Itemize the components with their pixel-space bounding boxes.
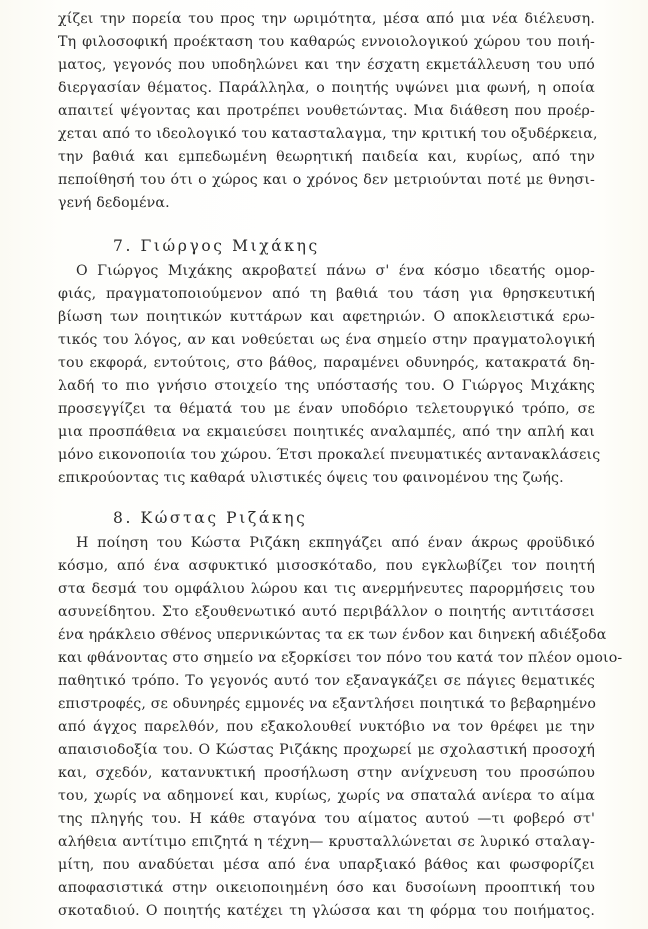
text-line: σκοταδιού. Ο ποιητής κατέχει τη γλώσσα και τη φόρμα του ποιήματος.: [58, 903, 595, 919]
text-line: λαδή το πιο γνήσιο στοιχείο της υπόστασής του. Ο Γιώργος Μιχάκης: [58, 378, 595, 394]
text-line: και φθάνοντας στο σημείο να εξορκίσει τον πόνο του κατά τον πλέον ομοιο-: [58, 650, 623, 666]
text-line: ματος, γεγονός που υποδηλώνει και την έσχατη εκμετάλλευση του υπό: [58, 57, 595, 73]
text-line: ασυνείδητου. Στο εξουθενωτικό αυτό περιβάλλον ο ποιητής αντιτάσσει: [58, 604, 595, 620]
text-line: φιάς, πραγματοποιούμενον από τη βαθιά του τάση για θρησκευτική: [58, 286, 595, 302]
text-line: του, χωρίς να αδημονεί και, κυρίως, χωρίς να σπαταλά ανίερα το αίμα: [58, 788, 595, 804]
text-line: παθητικό τρόπο. Το γεγονός αυτό τον εξαναγκάζει σε πάγιες θεματικές: [58, 673, 595, 689]
text-line: διεργασίαν θέματος. Παράλληλα, ο ποιητής υψώνει μια φωνή, η οποία: [58, 80, 595, 96]
text-line: τικός του λόγος, αν και νοθεύεται ως ένα σημείο στην πραγματολογική: [58, 332, 595, 348]
text-line: χεται από το ιδεολογικό του κατασταλαγμα, την κριτική του οξυδέρκεια,: [58, 126, 598, 142]
section-heading-8: 8. Κώστας Ριζάκης: [113, 509, 308, 527]
text-line: στα δεσμά του ομφάλιου λώρου και τις ανερμήνευτες παρορμήσεις του: [58, 581, 595, 597]
text-line: πεποίθησή του ότι ο χώρος και ο χρόνος δεν μετριούνται ποτέ με θνησι-: [58, 172, 595, 188]
text-line: του εκφορά, εντούτοις, στο βάθος, παραμένει οδυνηρός, κατακρατά δη-: [58, 355, 595, 371]
text-line: μια προσπάθεια να εκμαιεύσει ποιητικές αναλαμπές, από την απλή και: [58, 424, 595, 440]
text-line: μόνο εικονοποιία του χώρου. Έτσι προκαλεί πνευματικές αντανακλάσεις: [58, 447, 601, 463]
text-line: βίωση των ποιητικών κυττάρων και αφετηριών. Ο αποκλειστικά ερω-: [58, 309, 595, 325]
text-line: ένα ηράκλειο σθένος υπερνικώντας τα εκ των ένδον και διηνεκή αδιέξοδα: [58, 627, 607, 643]
text-line: Η ποίηση του Κώστα Ριζάκη εκπηγάζει από έναν άκρως φροϋδικό: [76, 535, 595, 551]
text-line: απαισιοδοξία του. Ο Κώστας Ριζάκης προχωρεί με σχολαστική προσοχή: [58, 742, 595, 758]
text-line: απαιτεί ψέγοντας και προτρέπει νουθετώντας. Μια διάθεση που προέρ-: [58, 103, 595, 119]
text-line: προσεγγίζει τα θέματά του με έναν υποδόριο τελετουργικό τρόπο, σε: [58, 401, 595, 417]
section-heading-7: 7. Γιώργος Μιχάκης: [113, 237, 320, 255]
text-line: μίτη, που αναδύεται μέσα από ένα υπαρξιακό βάθος και φωσφορίζει: [58, 857, 595, 873]
text-line: της πληγής του. Η κάθε σταγόνα του αίματος αυτού —τι φοβερό στ': [58, 811, 595, 827]
text-line: αποφασιστικά στην οικειοποιημένη όσο και δυσοίωνη προοπτική του: [58, 880, 595, 896]
text-line: επικρούοντας τις καθαρά υλιστικές όψεις του φαινομένου της ζωής.: [58, 470, 564, 486]
text-line: και, σχεδόν, κατανυκτική προσήλωση στην ανίχνευση του προσώπου: [58, 765, 595, 781]
text-line: χίζει την πορεία του προς την ωριμότητα, μέσα από μια νέα διέλευση.: [58, 11, 595, 27]
text-line: από άγχος παρελθόν, που εξακολουθεί νυκτόβιο να τον θρέφει με την: [58, 719, 595, 735]
text-line: την βαθιά και εμπεδωμένη θεωρητική παιδεία και, κυρίως, από την: [58, 149, 595, 165]
text-line: επιστροφές, σε οδυνηρές εμμονές να εξαντλήσει ποιητικά το βεβαρημένο: [58, 696, 597, 712]
text-line: Ο Γιώργος Μιχάκης ακροβατεί πάνω σ' ένα κόσμο ιδεατής ομορ-: [76, 263, 595, 279]
text-line: αλήθεια αντίτιμο επιζητά η τέχνη— κρυσταλλώνεται σε λυρικό σταλαγ-: [58, 834, 595, 850]
text-line: κόσμο, από ένα ασφυκτικό μισοσκόταδο, που εγκλωβίζει τον ποιητή: [58, 558, 595, 574]
text-line: Τη φιλοσοφική προέκταση του καθαρώς εννοιολογικού χώρου του ποιή-: [58, 34, 595, 50]
text-line: γενή δεδομένα.: [58, 195, 170, 211]
